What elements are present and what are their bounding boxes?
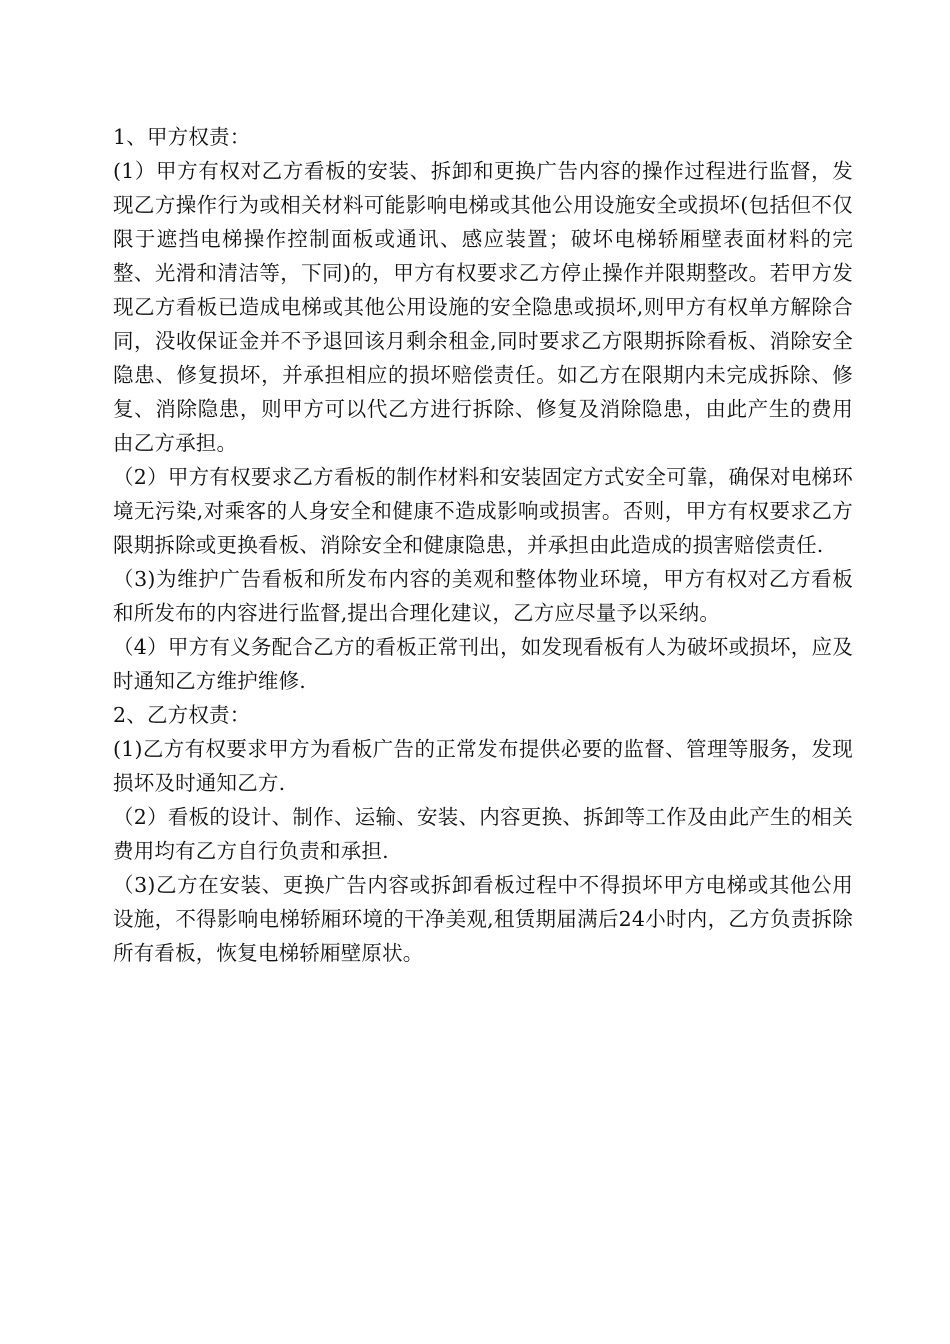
party-b-clause-1: (1)乙方有权要求甲方为看板广告的正常发布提供必要的监督、管理等服务，发现损坏及时通知乙方. [113, 737, 853, 795]
party-b-clause-2: （2）看板的设计、制作、运输、安装、内容更换、拆卸等工作及由此产生的相关费用均有乙方自行负责和承担. [113, 805, 853, 863]
party-a-clause-4: （4）甲方有义务配合乙方的看板正常刊出，如发现看板有人为破坏或损坏，应及时通知乙方维护维修. [113, 635, 853, 693]
heading-party-a-rights: 1、甲方权责： [113, 125, 251, 149]
party-a-clause-3: （3)为维护广告看板和所发布内容的美观和整体物业环境，甲方有权对乙方看板和所发布的内容进行监督,提出合理化建议，乙方应尽量予以采纳。 [113, 567, 853, 625]
document-body [113, 120, 853, 970]
party-b-clause-3: （3)乙方在安装、更换广告内容或拆卸看板过程中不得损坏甲方电梯或其他公用设施，不得影响电梯轿厢环境的干净美观,租赁期届满后24小时内，乙方负责拆除所有看板，恢复电梯轿厢壁原状。 [113, 873, 853, 965]
party-a-clause-1: (1）甲方有权对乙方看板的安装、拆卸和更换广告内容的操作过程进行监督，发现乙方操作行为或相关材料可能影响电梯或其他公用设施安全或损坏(包括但不仅限于遮挡电梯操作控制面板或通讯、感应装置；破坏电梯轿厢壁表面材料的完整、光滑和清洁等，下同)的，甲方有权要求乙方停止操作并限期整改。若甲方发现乙方看板已造成电梯或其他公用设施的安全隐患或损坏,则甲方有权单方解除合同，没收保证金并不予退回该月剩余租金,同时要求乙方限期拆除看板、消除安全隐患、修复损坏，并承担相应的损坏赔偿责任。如乙方在限期内未完成拆除、修复、消除隐患，则甲方可以代乙方进行拆除、修复及消除隐患，由此产生的费用由乙方承担。 [113, 159, 853, 455]
party-a-clause-2: （2）甲方有权要求乙方看板的制作材料和安装固定方式安全可靠，确保对电梯环境无污染,对乘客的人身安全和健康不造成影响或损害。否则，甲方有权要求乙方限期拆除或更换看板、消除安全和健康隐患，并承担由此造成的损害赔偿责任. [113, 465, 853, 557]
heading-party-b-rights: 2、乙方权责： [113, 703, 251, 727]
